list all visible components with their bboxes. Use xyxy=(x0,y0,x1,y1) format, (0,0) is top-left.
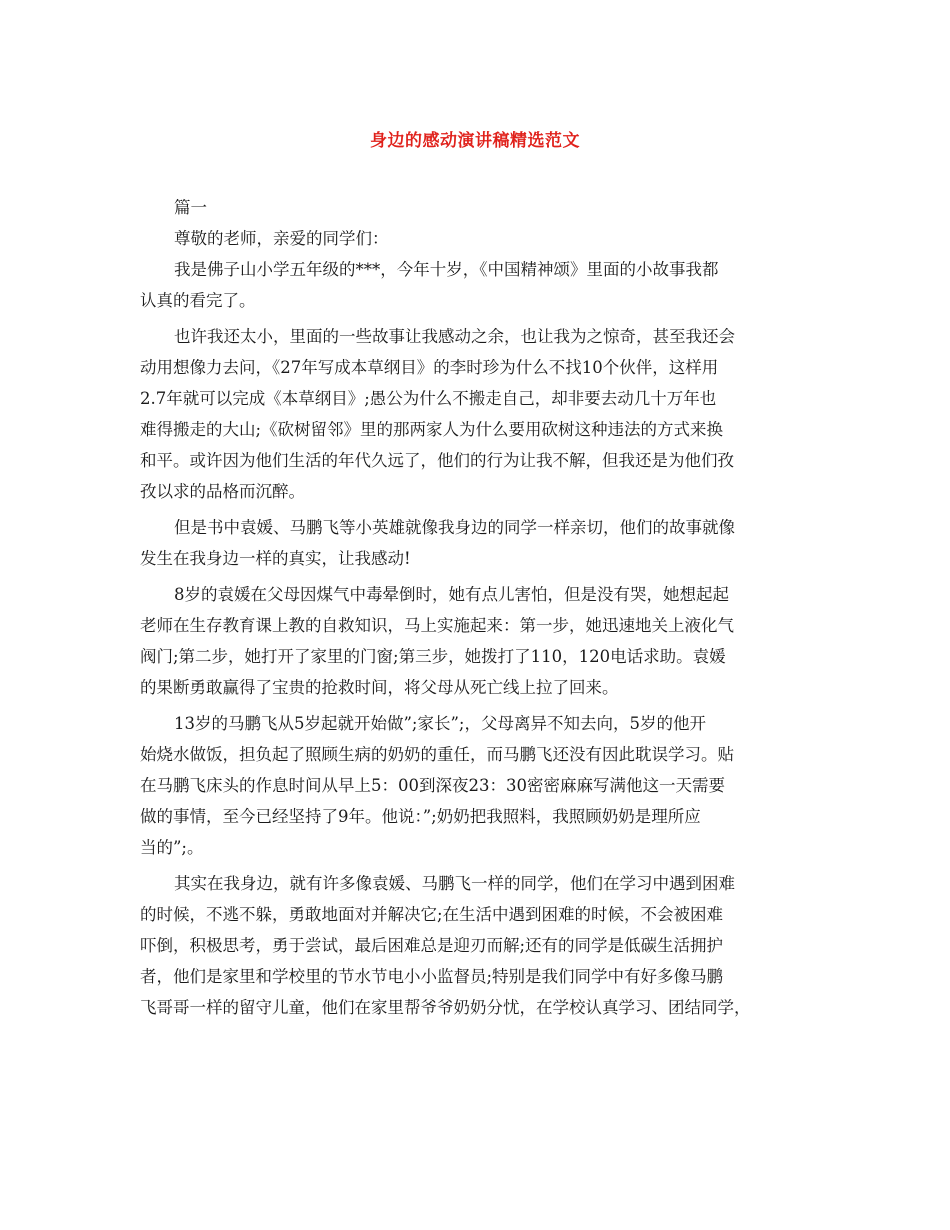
paragraph-line: 飞哥哥一样的留守儿童，他们在家里帮爷爷奶奶分忧，在学校认真学习、团结同学， xyxy=(140,998,751,1017)
paragraph-line: 和平。或许因为他们生活的年代久远了，他们的行为让我不解，但我还是为他们孜 xyxy=(140,451,734,470)
paragraph-line: 阀门;第二步，她打开了家里的门窗;第三步，她拨打了110，120电话求助。袁媛 xyxy=(140,647,726,666)
paragraph-line: 始烧水做饭，担负起了照顾生病的奶奶的重任，而马鹏飞还没有因此耽误学习。贴 xyxy=(140,745,734,764)
paragraph-line: 孜以求的品格而沉醉。 xyxy=(140,482,305,501)
paragraph-line: 难得搬走的大山;《砍树留邻》里的那两家人为什么要用砍树这种违法的方式来换 xyxy=(140,420,724,439)
paragraph-line: 但是书中袁媛、马鹏飞等小英雄就像我身边的同学一样亲切，他们的故事就像 xyxy=(174,518,735,537)
paragraph-line: 2.7年就可以完成《本草纲目》;愚公为什么不搬走自己，却非要去动几十万年也 xyxy=(140,389,717,408)
paragraph-line: 8岁的袁媛在父母因煤气中毒晕倒时，她有点儿害怕，但是没有哭，她想起起 xyxy=(174,585,729,604)
paragraph-line: 认真的看完了。 xyxy=(140,291,256,310)
paragraph-line: 做的事情，至今已经坚持了9年。他说：”;奶奶把我照料，我照顾奶奶是理所应 xyxy=(140,807,701,826)
document-body xyxy=(140,192,830,1023)
paragraph-line: 发生在我身边一样的真实，让我感动! xyxy=(140,549,411,568)
paragraph-line: 者，他们是家里和学校里的节水节电小小监督员;特别是我们同学中有好多像马鹏 xyxy=(140,967,724,986)
paragraph-line: 13岁的马鹏飞从5岁起就开始做”;家长”;，父母离异不知去向，5岁的他开 xyxy=(174,714,706,733)
paragraph-line: 当的”;。 xyxy=(140,838,204,857)
paragraph-line: 在马鹏飞床头的作息时间从早上5：00到深夜23：30密密麻麻写满他这一天需要 xyxy=(140,776,725,795)
paragraph-line: 老师在生存教育课上教的自救知识，马上实施起来：第一步，她迅速地关上液化气 xyxy=(140,616,734,635)
paragraph-line: 的果断勇敢赢得了宝贵的抢救时间，将父母从死亡线上拉了回来。 xyxy=(140,678,619,697)
paragraph-line: 我是佛子山小学五年级的***，今年十岁，《中国精神颂》里面的小故事我都 xyxy=(174,260,719,279)
section-heading: 篇一 xyxy=(174,198,207,217)
salutation: 尊敬的老师，亲爱的同学们： xyxy=(174,229,389,248)
paragraph-line: 吓倒，积极思考，勇于尝试，最后困难总是迎刃而解;还有的同学是低碳生活拥护 xyxy=(140,936,724,955)
paragraph-line: 动用想像力去问，《27年写成本草纲目》的李时珍为什么不找10个伙伴，这样用 xyxy=(140,358,719,377)
paragraph-line: 其实在我身边，就有许多像袁媛、马鹏飞一样的同学，他们在学习中遇到困难 xyxy=(174,874,735,893)
paragraph-line: 的时候，不逃不躲，勇敢地面对并解决它;在生活中遇到困难的时候，不会被困难 xyxy=(140,905,724,924)
paragraph-line: 也许我还太小，里面的一些故事让我感动之余，也让我为之惊奇，甚至我还会 xyxy=(174,327,735,346)
document-title: 身边的感动演讲稿精选范文 xyxy=(370,131,580,151)
